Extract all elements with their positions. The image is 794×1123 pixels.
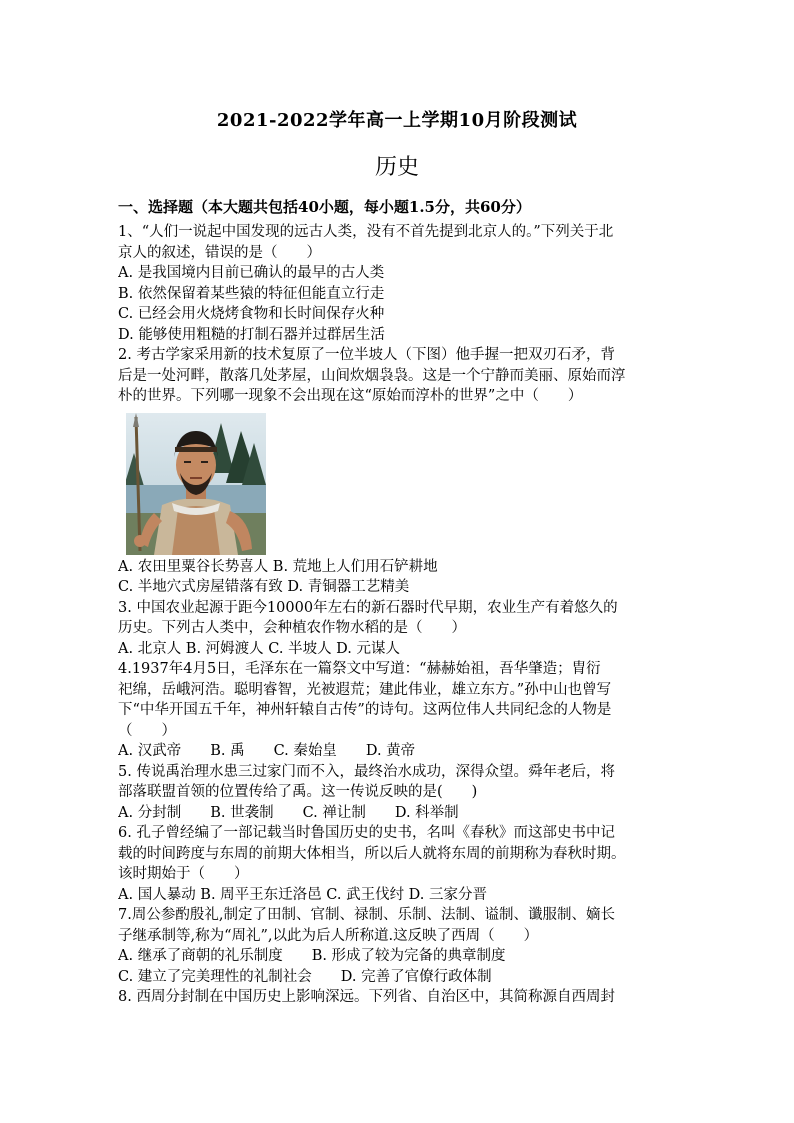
- question-2: [118, 345, 680, 598]
- question-2-stem-cont: 朴的世界。下列哪一现象不会出现在这“原始而淳朴的世界”之中（ ）: [118, 388, 583, 404]
- question-6-stem: 6. 孔子曾经编了一部记载当时鲁国历史的史书，名叫《春秋》而这部史书中记: [118, 825, 615, 841]
- question-4-stem-cont: 下“中华开国五千年，神州轩辕自古传”的诗句。这两位伟人共同纪念的人物是: [118, 702, 612, 718]
- question-2-options-cd: C. 半地穴式房屋错落有致 D. 青铜器工艺精美: [118, 579, 410, 595]
- subject-title: 历史: [374, 155, 419, 180]
- exam-title: 2021-2022学年高一上学期10月阶段测试: [216, 110, 578, 131]
- question-7-options-cd: C. 建立了完美理性的礼制社会 D. 完善了官僚行政体制: [118, 968, 492, 985]
- question-6-stem-cont: 载的时间跨度与东周的前期大体相当，所以后人就将东周的前期称为春秋时期。: [118, 845, 626, 862]
- question-6-options: A. 国人暴动 B. 周平王东迁洛邑 C. 武王伐纣 D. 三家分晋: [118, 886, 488, 903]
- question-4-stem-cont: 祀绵，岳峨河浩。聪明睿智，光被遐荒；建此伟业，雄立东方。”孙中山也曾写: [118, 681, 612, 698]
- question-4: [118, 659, 680, 762]
- question-4-stem: 4.1937年4月5日，毛泽东在一篇祭文中写道：“赫赫始祖，吾华肇造；胄衍: [118, 661, 601, 677]
- question-5: [118, 762, 680, 824]
- question-1-stem: 1、“人们一说起中国发现的远古人类，没有不首先提到北京人的。”下列关于北: [118, 224, 614, 240]
- question-3-stem-cont: 历史。下列古人类中，会种植农作物水稻的是（ ）: [118, 620, 466, 636]
- question-8: [118, 987, 680, 1008]
- question-5-stem: 5. 传说禹治理水患三过家门而不入，最终治水成功，深得众望。舜年老后，将: [118, 763, 615, 780]
- question-8-stem: 8. 西周分封制在中国历史上影响深远。下列省、自治区中，其简称源自西周封: [118, 989, 615, 1005]
- question-4-stem-cont: （ ）: [118, 722, 176, 739]
- question-list: [118, 222, 680, 1008]
- question-5-options: A. 分封制 B. 世袭制 C. 禅让制 D. 科举制: [118, 804, 459, 821]
- question-1-stem-cont: 京人的叙述，错误的是（ ）: [118, 244, 321, 261]
- question-7-stem: 7.周公参酌殷礼,制定了田制、官制、禄制、乐制、法制、谥制、谶服制、嫡长: [118, 907, 615, 923]
- question-6: [118, 823, 680, 905]
- question-3: [118, 598, 680, 660]
- question-2-stem-cont: 后是一处河畔，散落几处茅屋，山间炊烟袅袅。这是一个宁静而美丽、原始而淳: [118, 367, 626, 384]
- section-heading: 一、选择题（本大题共包括40小题，每小题1.5分，共60分）: [118, 198, 531, 216]
- question-7-options-ab: A. 继承了商朝的礼乐制度 B. 形成了较为完备的典章制度: [118, 948, 506, 964]
- banpo-man-image: [126, 413, 266, 555]
- question-5-stem-cont: 部落联盟首领的位置传给了禹。这一传说反映的是( ): [118, 784, 478, 800]
- question-3-stem: 3. 中国农业起源于距今10000年左右的新石器时代早期，农业生产有着悠久的: [118, 599, 618, 616]
- question-7-stem-cont: 子继承制等,称为“周礼”,以此为后人所称道.这反映了西周（ ）: [118, 927, 539, 944]
- question-1-option-c: C. 已经会用火烧烤食物和长时间保存火种: [118, 306, 385, 322]
- question-2-stem: 2. 考古学家采用新的技术复原了一位半坡人（下图）他手握一把双刃石矛，背: [118, 347, 615, 363]
- question-1-option-d: D. 能够使用粗糙的打制石器并过群居生活: [118, 326, 385, 343]
- question-7: [118, 905, 680, 987]
- question-6-stem-cont: 该时期始于（ ）: [118, 866, 249, 882]
- question-1: [118, 222, 680, 345]
- banpo-man-illustration: [126, 413, 266, 555]
- question-2-options-ab: A. 农田里粟谷长势喜人 B. 荒地上人们用石铲耕地: [118, 558, 438, 575]
- question-4-options: A. 汉武帝 B. 禹 C. 秦始皇 D. 黄帝: [118, 743, 416, 759]
- question-1-option-b: B. 依然保留着某些猿的特征但能直立行走: [118, 285, 385, 302]
- question-1-option-a: A. 是我国境内目前已确认的最早的古人类: [118, 265, 385, 281]
- question-3-options: A. 北京人 B. 河姆渡人 C. 半坡人 D. 元谋人: [118, 640, 401, 657]
